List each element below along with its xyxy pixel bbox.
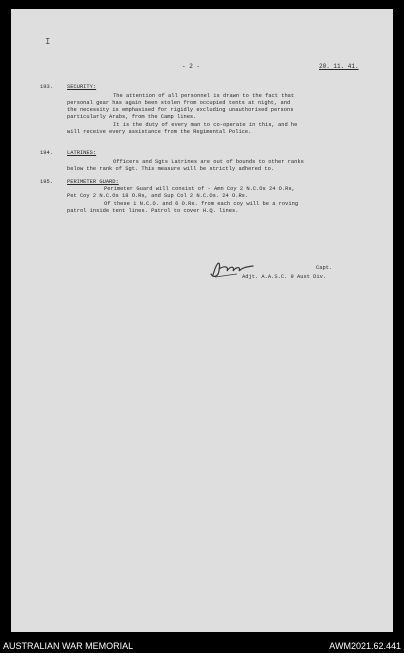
signature-title: Adjt. A.A.S.C. 9 Aust Div. — [242, 274, 327, 280]
item-line: The attention of all personnel is drawn to the fact that — [113, 93, 295, 99]
item-line: Perimeter Guard will consist of - Amn Coy 2 N.C.Os 24 O.Rs, — [104, 186, 295, 192]
page-number: - 2 - — [182, 63, 201, 70]
document-date: 20. 11. 41. — [319, 63, 359, 70]
item-heading: PERIMETER GUARD: — [67, 179, 119, 185]
corner-mark: I — [45, 37, 51, 47]
item-line: personal gear has again been stolen from occupied tents at night, and — [67, 100, 291, 106]
item-number: 195. — [40, 179, 53, 185]
item-number: 193. — [40, 84, 53, 90]
item-line: the necessity is emphasised for rigidly excluding unauthorised persons — [67, 107, 294, 113]
item-line: particularly Arabs, from the Camp lines. — [67, 114, 197, 120]
item-heading: SECURITY: — [67, 84, 97, 90]
footer-accession-number: AWM2021.62.441 — [329, 641, 401, 651]
footer-bar — [0, 640, 404, 653]
item-line: Officers and Sgts Latrines are out of bounds to other ranks — [113, 159, 304, 165]
item-heading: LATRINES: — [67, 150, 97, 156]
item-line: patrol inside tent lines. Patrol to cover H.Q. lines. — [67, 208, 239, 214]
item-line: will receive every assistance from the Regimental Police. — [67, 129, 252, 135]
item-line: It is the duty of every man to co-operate in this, and he — [113, 122, 298, 128]
item-line: Of these 1 N.C.O. and 6 O.Rs. from each coy will be a roving — [104, 201, 299, 207]
item-line: Pet Coy 2 N.C.Os 18 O.Rs, and Sup Col 2 N.C.Os. 24 O.Rs. — [67, 193, 249, 199]
item-line: below the rank of Sgt. This measure will be strictly adhered to. — [67, 166, 275, 172]
item-number: 194. — [40, 150, 53, 156]
footer-institution: AUSTRALIAN WAR MEMORIAL — [3, 641, 134, 651]
signature-rank: Capt. — [316, 265, 333, 271]
document-page — [11, 9, 393, 632]
